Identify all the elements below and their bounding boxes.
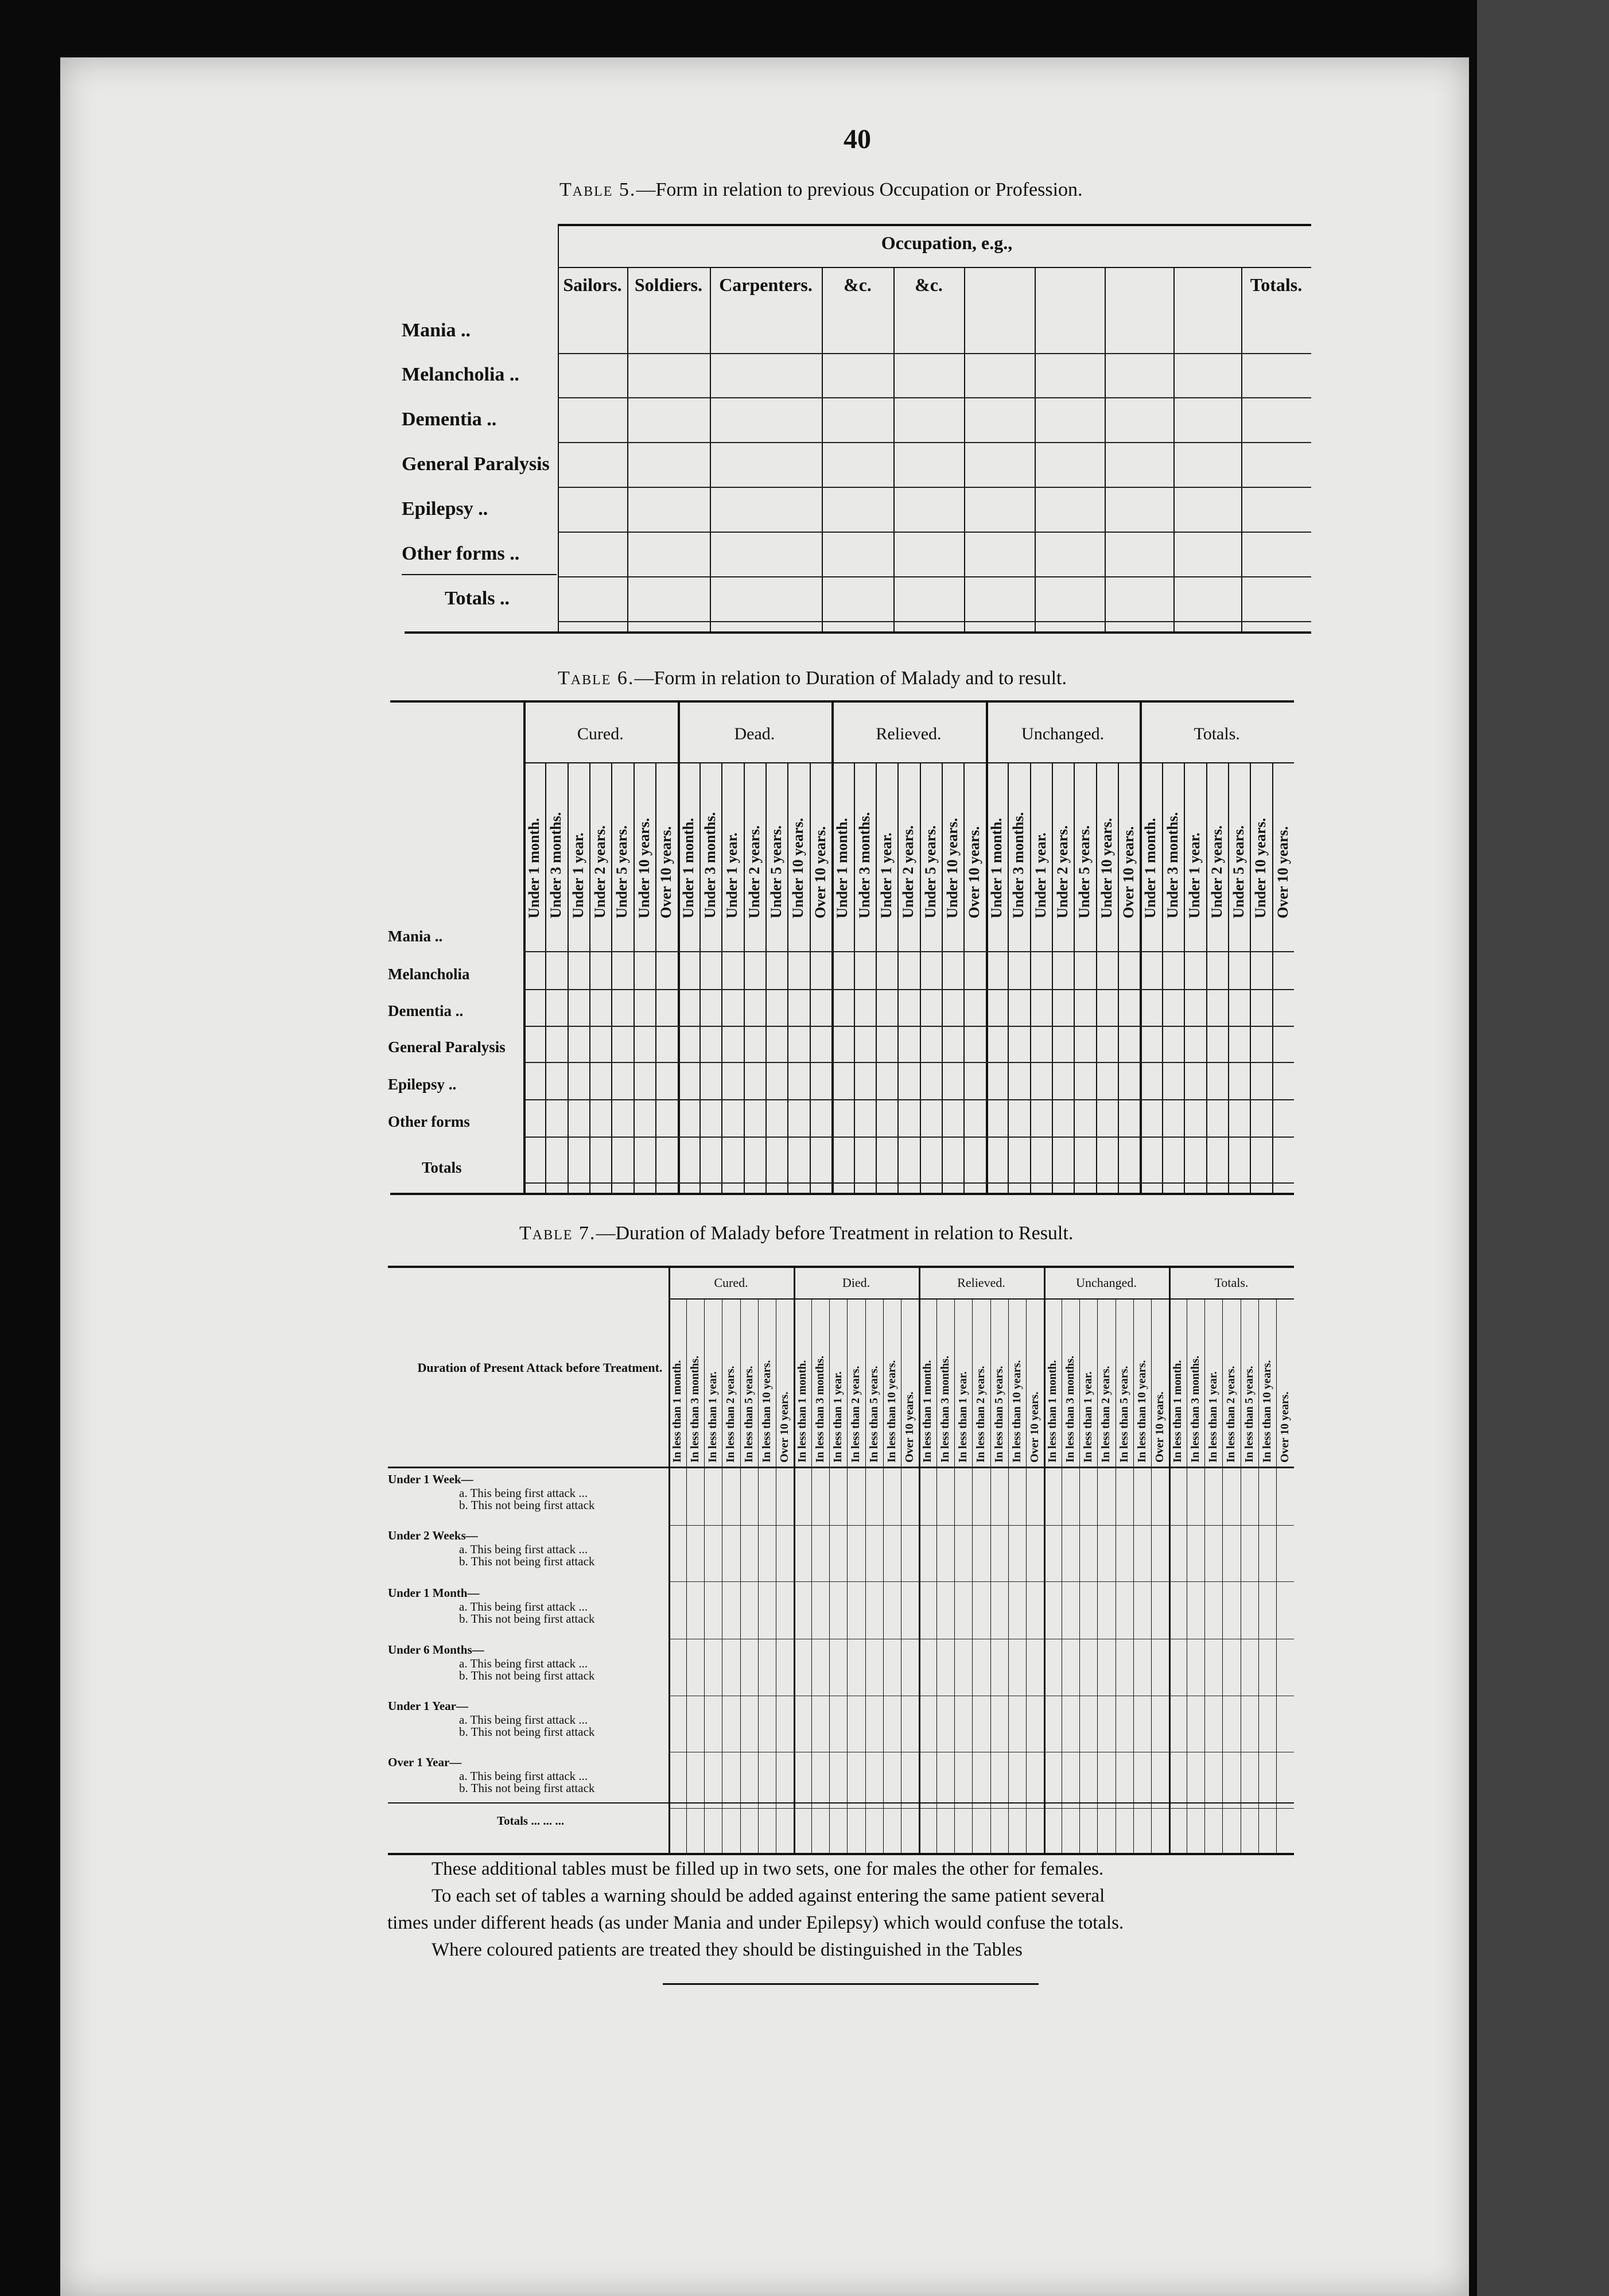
- table7-subcol-header: In less than 10 years.: [760, 1360, 773, 1463]
- table7-bottom-rule: [388, 1853, 1294, 1855]
- table6-subcol-header: Over 10 years.: [658, 826, 675, 918]
- table6-subcol-rule: [765, 762, 767, 1193]
- table6-row-label: Epilepsy ..: [388, 1076, 457, 1093]
- table7-subcol-rule: [1151, 1298, 1152, 1853]
- table6-row-label: Dementia ..: [388, 1002, 464, 1019]
- table6-subcol-rule: [1162, 762, 1163, 1193]
- table6-row-label: Other forms: [388, 1113, 470, 1130]
- table7-row-a: a. This being first attack ...: [459, 1486, 588, 1500]
- table7-subcol-rule: [936, 1298, 937, 1853]
- table7-subcol-header: In less than 10 years.: [1260, 1360, 1273, 1463]
- table5-row-label: Dementia ..: [402, 409, 497, 430]
- table5-title: [559, 179, 1083, 201]
- table7-row-b: b. This not being first attack: [459, 1498, 595, 1512]
- table5-group-rule: [558, 267, 1311, 268]
- table7-row-b: b. This not being first attack: [459, 1781, 595, 1795]
- table6-subcol-rule: [942, 762, 943, 1193]
- table6-top-rule: [390, 700, 1294, 703]
- table6-subcol-header: Under 2 years.: [1208, 825, 1225, 918]
- table7-row-rule: [669, 1808, 1294, 1809]
- table7-subcol-header: In less than 10 years.: [1135, 1360, 1148, 1463]
- table7-row-group-label: Under 1 Week—: [388, 1472, 473, 1486]
- table6-subcol-header: Under 1 year.: [1186, 832, 1203, 918]
- table7-subcol-header: In less than 2 years.: [724, 1366, 737, 1463]
- note-line-3: times under different heads (as under Mania and under Epilepsy) which would confuse the totals.: [387, 1913, 1124, 1933]
- table6-subcol-header: Under 1 month.: [834, 817, 851, 918]
- table6-title-rest: —Form in relation to Duration of Malady and to result.: [634, 668, 1067, 689]
- table7-row-group-label: Over 1 Year—: [388, 1755, 462, 1769]
- table5-row-rule: [558, 442, 1311, 443]
- table6-subcol-rule: [1272, 762, 1273, 1193]
- table6-subcol-header: Over 10 years.: [811, 826, 829, 918]
- table5-row-rule: [558, 353, 1311, 354]
- table7-totals-label: Totals ... ... ...: [497, 1814, 565, 1828]
- table5-row-rule: [558, 397, 1311, 398]
- table7-subcol-header: In less than 5 years.: [742, 1366, 755, 1463]
- table6-subcol-header: Under 3 months.: [856, 812, 873, 918]
- table6-subcol-header: Under 3 months.: [1010, 812, 1027, 918]
- table5-row-label: Epilepsy ..: [402, 498, 488, 519]
- table6-subcol-rule: [589, 762, 590, 1193]
- table7-row-a: a. This being first attack ...: [459, 1542, 588, 1556]
- table6-subcol-rule: [1008, 762, 1009, 1193]
- table7-subcol-header: In less than 10 years.: [1010, 1360, 1023, 1463]
- table6-subcol-header: Over 10 years.: [1120, 826, 1137, 918]
- table7-subcol-header: In less than 1 month.: [1171, 1360, 1184, 1463]
- table6-title-label: Table 6.: [558, 668, 635, 689]
- table6-subcol-header: Under 5 years.: [1230, 825, 1247, 918]
- table7-stub-header: Duration of Present Attack before Treatment.: [417, 1360, 663, 1375]
- table7-totals-rule: [388, 1802, 1294, 1804]
- table6-subcol-header: Under 1 year.: [877, 832, 895, 918]
- table6-row-rule: [523, 1137, 1294, 1138]
- table6-subcol-rule: [810, 762, 811, 1193]
- table5-row-label: Totals ..: [445, 588, 510, 609]
- table6-row-rule: [523, 1062, 1294, 1063]
- table5-bottom-rule: [405, 631, 1311, 634]
- table6-subcol-rule: [1228, 762, 1229, 1193]
- table6-subcol-header: Under 5 years.: [768, 825, 785, 918]
- table6-subcol-rule: [744, 762, 745, 1193]
- table7-subcol-rule: [811, 1298, 812, 1853]
- table7-row-a: a. This being first attack ...: [459, 1600, 588, 1614]
- table7-subcol-header: In less than 3 months.: [939, 1355, 952, 1463]
- table7-subcol-rule: [990, 1298, 991, 1853]
- table7-row-group-label: Under 2 Weeks—: [388, 1529, 478, 1542]
- table6-subcol-header: Under 10 years.: [1252, 817, 1269, 918]
- table7-row-rule: [669, 1581, 1294, 1582]
- table5-title-label: Table 5.: [559, 179, 636, 200]
- table6-subcol-header: Over 10 years.: [1274, 826, 1291, 918]
- table5-col-header: Sailors.: [563, 274, 622, 295]
- table6-subcol-header: Under 3 months.: [547, 812, 565, 918]
- table7-subcol-rule: [758, 1298, 759, 1853]
- table7-subcol-header: In less than 3 months.: [1189, 1355, 1202, 1463]
- table5-col-header: Totals.: [1250, 274, 1303, 295]
- table6-subcol-header: Under 1 month.: [526, 817, 542, 918]
- table6-subcol-rule: [699, 762, 701, 1193]
- table6-subcol-rule: [568, 762, 569, 1193]
- table6-subcol-header: Under 1 year.: [724, 832, 741, 918]
- table7-subcol-header: In less than 10 years.: [885, 1360, 898, 1463]
- table6-group-header: Dead.: [734, 724, 775, 743]
- table6-row-rule: [523, 1182, 1294, 1184]
- table7-row-group-label: Under 6 Months—: [388, 1643, 484, 1657]
- table6-subcol-rule: [897, 762, 899, 1193]
- table7-subcol-header: In less than 5 years.: [992, 1366, 1005, 1463]
- table6-subcol-header: Under 2 years.: [1054, 825, 1071, 918]
- table6-group-header: Cured.: [577, 724, 624, 743]
- table6-subcol-header: Under 10 years.: [790, 817, 807, 918]
- table7-subcol-rule: [883, 1298, 884, 1853]
- table7-subcol-rule: [1026, 1298, 1027, 1853]
- table7-subcol-header: In less than 1 month.: [671, 1360, 683, 1463]
- adjacent-page-edge: [1477, 0, 1609, 2296]
- table6-subcol-header: Under 1 month.: [988, 817, 1005, 918]
- table7-subcol-header: In less than 1 year.: [957, 1371, 970, 1463]
- table6-subcol-header: Under 3 months.: [701, 812, 718, 918]
- table6-row-rule: [523, 1026, 1294, 1027]
- table7-header-rule: [388, 1467, 1294, 1468]
- table6-row-rule: [523, 951, 1294, 952]
- table7-subcol-header: Over 10 years.: [1028, 1391, 1041, 1463]
- table5-col-header: Carpenters.: [719, 274, 813, 295]
- table5-row-rule: [558, 621, 1311, 622]
- table7-subcol-rule: [865, 1298, 866, 1853]
- table6-title: [558, 668, 1067, 689]
- table6-subcol-rule: [655, 762, 656, 1193]
- table6-subcol-rule: [1250, 762, 1251, 1193]
- table5-col-header: Soldiers.: [634, 274, 703, 295]
- note-line-4: Where coloured patients are treated they should be distinguished in the Tables: [432, 1940, 1023, 1960]
- table7-subcol-rule: [1276, 1298, 1277, 1853]
- table7-subcol-header: In less than 2 years.: [849, 1366, 862, 1463]
- table5-row-rule: [558, 576, 1311, 577]
- page-number: 40: [844, 124, 871, 154]
- table7-subcol-header: In less than 1 year.: [706, 1371, 720, 1463]
- table6-group-header: Unchanged.: [1021, 724, 1105, 743]
- table7-row-a: a. This being first attack ...: [459, 1657, 588, 1670]
- table5-group-header: Occupation, e.g.,: [881, 232, 1013, 253]
- table7-subcol-rule: [1258, 1298, 1259, 1853]
- table7-subcol-header: In less than 2 years.: [974, 1366, 988, 1463]
- table7-subcol-header: In less than 3 months.: [689, 1355, 702, 1463]
- table7-group-header: Unchanged.: [1076, 1275, 1137, 1290]
- table7-row-a: a. This being first attack ...: [459, 1769, 588, 1783]
- table6-subcol-rule: [876, 762, 877, 1193]
- table7-subcol-header: In less than 2 years.: [1225, 1366, 1238, 1463]
- table6-subcol-rule: [1096, 762, 1097, 1193]
- table6-subcol-rule: [1052, 762, 1053, 1193]
- table7-top-rule: [388, 1266, 1294, 1268]
- table7-subcol-header: Over 10 years.: [1153, 1391, 1166, 1463]
- table6-subcol-rule: [920, 762, 921, 1193]
- table6-subcol-header: Under 10 years.: [944, 817, 961, 918]
- table5-col-header: &c.: [915, 274, 943, 295]
- table6-subcol-header: Over 10 years.: [966, 826, 983, 918]
- table6-subcol-header: Under 10 years.: [635, 817, 652, 918]
- table6-subcol-header: Under 2 years.: [900, 825, 917, 918]
- table6-row-label: Melancholia: [388, 965, 470, 983]
- table7-subcol-rule: [686, 1298, 687, 1853]
- table7-subcol-header: In less than 1 month.: [921, 1360, 934, 1463]
- table6-group-header: Totals.: [1194, 724, 1240, 743]
- table6-subcol-rule: [634, 762, 635, 1193]
- table6-subcol-rule: [1206, 762, 1207, 1193]
- table6-subcol-rule: [1118, 762, 1119, 1193]
- table7-subcol-header: Over 10 years.: [903, 1391, 916, 1463]
- table5-row-label: General Paralysis: [402, 453, 550, 475]
- table7-subcol-rule: [1133, 1298, 1134, 1853]
- table6-subcol-rule: [854, 762, 855, 1193]
- table7-group-header: Relieved.: [957, 1275, 1005, 1290]
- table6-subcol-header: Under 2 years.: [592, 825, 609, 918]
- table7-row-b: b. This not being first attack: [459, 1554, 595, 1568]
- table6-subcol-rule: [1184, 762, 1185, 1193]
- table7-row-rule: [669, 1525, 1294, 1526]
- table5-row-label: Melancholia ..: [402, 364, 519, 385]
- table6-subcol-header: Under 5 years.: [1076, 825, 1093, 918]
- table6-sub-rule: [523, 762, 1294, 763]
- table7-row-b: b. This not being first attack: [459, 1612, 595, 1626]
- table5-top-rule: [558, 224, 1311, 226]
- table7-subcol-header: In less than 3 months.: [1064, 1355, 1077, 1463]
- table7-subcol-header: In less than 1 month.: [1046, 1360, 1059, 1463]
- table5-title-rest: —Form in relation to previous Occupation or Profession.: [636, 179, 1083, 200]
- table7-subcol-rule: [740, 1298, 741, 1853]
- table6-subcol-header: Under 5 years.: [922, 825, 939, 918]
- table7-title-label: Table 7.: [519, 1223, 596, 1244]
- table7-row-group-label: Under 1 Month—: [388, 1586, 480, 1600]
- table7-subcol-header: In less than 1 year.: [1207, 1371, 1220, 1463]
- table7-subcol-header: In less than 1 year.: [831, 1371, 845, 1463]
- table7-subcol-header: In less than 3 months.: [814, 1355, 827, 1463]
- table7-title-rest: —Duration of Malady before Treatment in relation to Result.: [596, 1223, 1074, 1244]
- table7-row-a: a. This being first attack ...: [459, 1713, 588, 1727]
- table6-row-label: Totals: [422, 1159, 462, 1176]
- table6-subcol-header: Under 1 month.: [1142, 817, 1159, 918]
- table5-row-rule: [558, 487, 1311, 488]
- table6-row-label: Mania ..: [388, 928, 443, 945]
- table5-row-label: Other forms ..: [402, 543, 520, 564]
- table6-subcol-header: Under 2 years.: [745, 825, 763, 918]
- note-line-2: To each set of tables a warning should be added against entering the same patient several: [432, 1886, 1105, 1906]
- table6-row-rule: [523, 1099, 1294, 1100]
- table7-row-b: b. This not being first attack: [459, 1725, 595, 1739]
- table5-row-label: Mania ..: [402, 320, 471, 341]
- table7-sub-rule: [669, 1298, 1294, 1300]
- table7-subcol-header: Over 10 years.: [1278, 1391, 1291, 1463]
- table7-subcol-header: In less than 5 years.: [1242, 1366, 1256, 1463]
- table7-subcol-rule: [1008, 1298, 1009, 1853]
- table6-subcol-header: Under 1 year.: [1032, 832, 1049, 918]
- table6-bottom-rule: [390, 1193, 1294, 1195]
- table7-row-group-label: Under 1 Year—: [388, 1699, 468, 1713]
- table6-row-label: General Paralysis: [388, 1038, 506, 1056]
- table7-row-b: b. This not being first attack: [459, 1669, 595, 1682]
- table6-subcol-header: Under 10 years.: [1098, 817, 1115, 918]
- table7-group-header: Cured.: [714, 1275, 748, 1290]
- table6-row-rule: [523, 989, 1294, 990]
- table5-totals-rule: [402, 574, 557, 575]
- table7-subcol-header: In less than 1 year.: [1082, 1371, 1095, 1463]
- table6-subcol-rule: [1030, 762, 1031, 1193]
- table6-subcol-header: Under 5 years.: [613, 825, 631, 918]
- table7-group-header: Died.: [842, 1275, 870, 1290]
- table7-title: [519, 1223, 1073, 1244]
- table6-group-header: Relieved.: [876, 724, 942, 743]
- table7-subcol-header: Over 10 years.: [778, 1391, 791, 1463]
- table7-subcol-header: In less than 5 years.: [1117, 1366, 1130, 1463]
- table7-subcol-header: In less than 1 month.: [796, 1360, 809, 1463]
- table6-subcol-header: Under 1 year.: [569, 832, 586, 918]
- table6-subcol-header: Under 3 months.: [1164, 812, 1181, 918]
- table7-subcol-header: In less than 5 years.: [867, 1366, 880, 1463]
- table6-subcol-rule: [1074, 762, 1075, 1193]
- note-line-1: These additional tables must be filled up in two sets, one for males the other for females.: [432, 1859, 1104, 1879]
- closing-rule: [663, 1983, 1039, 1985]
- table6-subcol-header: Under 1 month.: [679, 817, 697, 918]
- table5-row-rule: [558, 532, 1311, 533]
- table5-col-header: &c.: [844, 274, 872, 295]
- table7-group-header: Totals.: [1214, 1275, 1249, 1290]
- table7-subcol-header: In less than 2 years.: [1099, 1366, 1113, 1463]
